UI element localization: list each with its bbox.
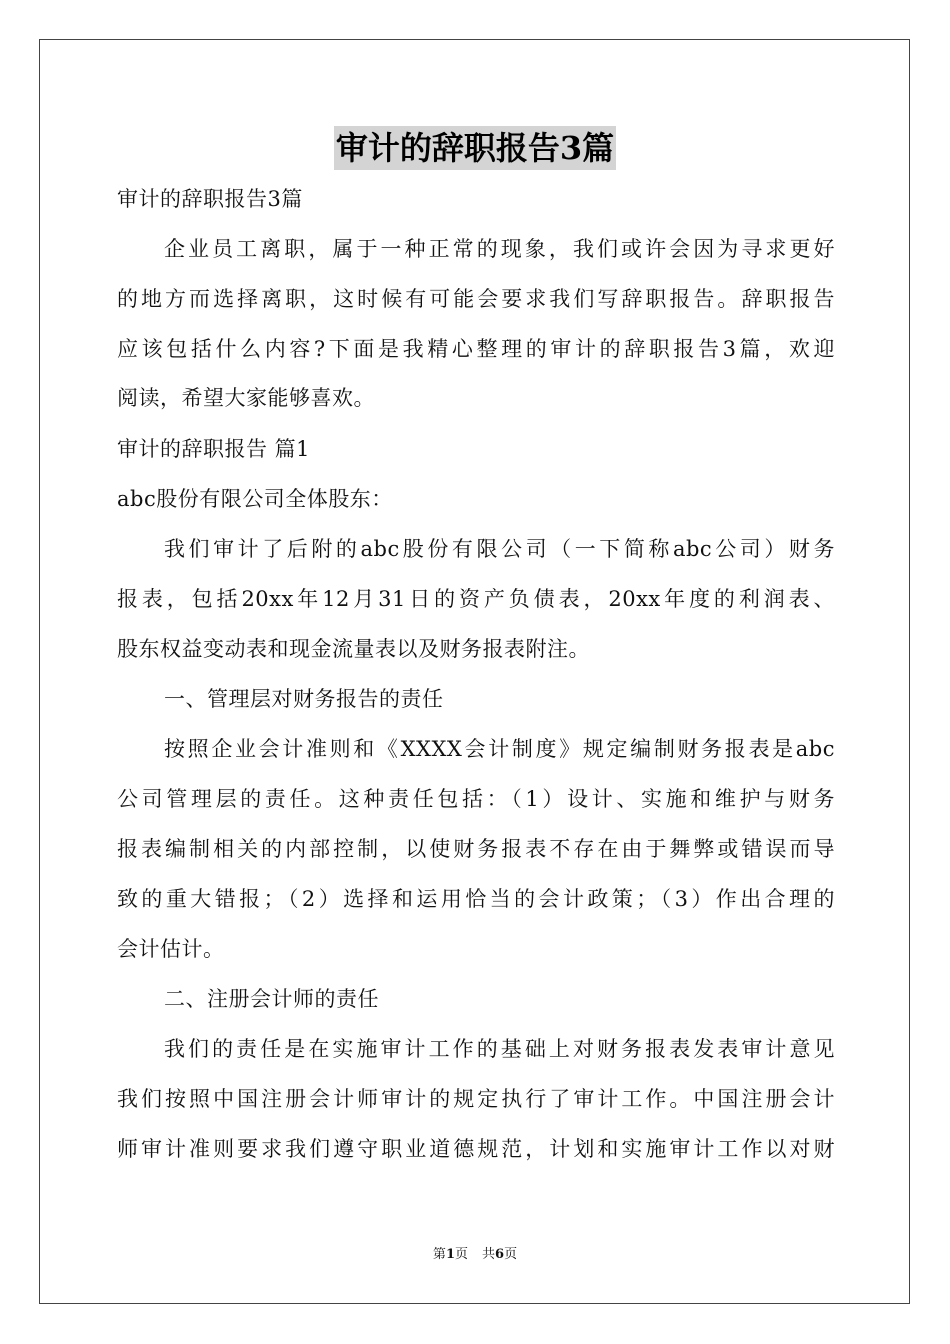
paragraph-line: 企业员工离职，属于一种正常的现象，我们或许会因为寻求更好 — [164, 237, 835, 261]
salutation-line: abc股份有限公司全体股东： — [117, 487, 393, 511]
paragraph-line: 我们按照中国注册会计师审计的规定执行了审计工作。中国注册会计 — [117, 1087, 835, 1111]
paragraph-line: 应该包括什么内容?下面是我精心整理的审计的辞职报告3篇，欢迎 — [117, 337, 835, 361]
subtitle-line: 审计的辞职报告3篇 — [117, 187, 303, 211]
page-footer — [0, 1246, 950, 1264]
paragraph-line: 的地方而选择离职，这时候有可能会要求我们写辞职报告。辞职报告 — [117, 287, 835, 311]
paragraph-line: 报表编制相关的内部控制，以使财务报表不存在由于舞弊或错误而导 — [117, 837, 835, 861]
paragraph-line: 我们的责任是在实施审计工作的基础上对财务报表发表审计意见 — [164, 1037, 835, 1061]
paragraph-line: 按照企业会计准则和《XXXX会计制度》规定编制财务报表是abc — [164, 737, 835, 761]
paragraph-line: 公司管理层的责任。这种责任包括：（1）设计、实施和维护与财务 — [117, 787, 835, 811]
total-prefix: 共 — [482, 1247, 496, 1262]
subheading-line: 二、注册会计师的责任 — [164, 987, 379, 1011]
page-prefix: 第 — [432, 1247, 446, 1262]
paragraph-line: 师审计准则要求我们遵守职业道德规范，计划和实施审计工作以对财 — [117, 1137, 835, 1161]
total-page-number: 6 — [495, 1247, 505, 1262]
section-heading: 审计的辞职报告 篇1 — [117, 437, 311, 461]
paragraph-line: 阅读，希望大家能够喜欢。 — [117, 386, 375, 410]
document-title: 审计的辞职报告3篇 — [334, 126, 616, 170]
title-container — [0, 126, 950, 170]
paragraph-line: 致的重大错报；（2）选择和运用恰当的会计政策；（3）作出合理的 — [117, 887, 835, 911]
paragraph-line: 我们审计了后附的abc股份有限公司（一下简称abc公司）财务 — [164, 537, 835, 561]
page-border — [39, 39, 910, 1304]
page-unit: 页 — [454, 1247, 468, 1262]
total-unit: 页 — [504, 1247, 518, 1262]
subheading-line: 一、管理层对财务报告的责任 — [164, 687, 444, 711]
paragraph-line: 会计估计。 — [117, 937, 225, 961]
paragraph-line: 报表，包括20xx年12月31日的资产负债表，20xx年度的利润表、 — [117, 587, 835, 611]
current-page-number: 1 — [445, 1247, 455, 1262]
paragraph-line: 股东权益变动表和现金流量表以及财务报表附注。 — [117, 637, 590, 661]
